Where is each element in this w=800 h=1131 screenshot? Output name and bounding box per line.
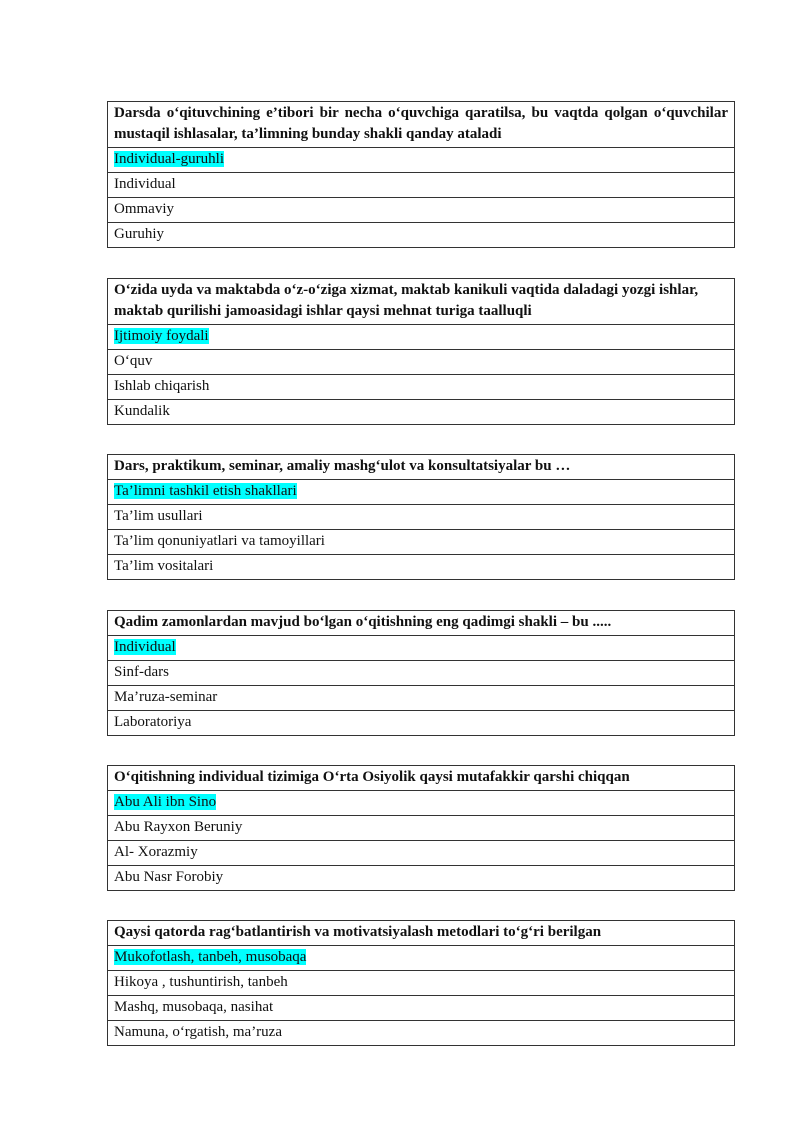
answer-label: Hikoya , tushuntirish, tanbeh [114,974,288,990]
answer-option[interactable] [108,711,734,735]
answer-option[interactable] [108,661,734,686]
question-text: Dars, praktikum, seminar, amaliy mashg‘ulot va konsultatsiyalar bu … [108,455,734,480]
question-text: O‘zida uyda va maktabda o‘z-o‘ziga xizmat, maktab kanikuli vaqtida daladagi yozgi ishlar, maktab qurilishi jamoasidagi ishlar qaysi mehnat turiga taalluqli [108,279,734,325]
question-block-4 [107,610,735,736]
question-block-6 [107,920,735,1046]
answer-option[interactable] [108,555,734,579]
question-text: Darsda o‘qituvchining e’tibori bir necha o‘quvchiga qaratilsa, bu vaqtda qolgan o‘quvchilar mustaqil ishlasalar, ta’limning bunday shakli qanday ataladi [108,102,734,148]
answer-label: Abu Rayxon Beruniy [114,819,243,835]
answer-option[interactable] [108,223,734,247]
answer-label: Abu Ali ibn Sino [114,794,217,810]
answer-option[interactable] [108,866,734,890]
question-block-2 [107,278,735,425]
answer-label: Ta’lim qonuniyatlari va tamoyillari [114,533,325,549]
question-block-5 [107,765,735,891]
answer-label: Laboratoriya [114,714,192,730]
answer-option[interactable] [108,996,734,1021]
answer-label: Ishlab chiqarish [114,378,210,394]
question-block-3 [107,454,735,580]
question-block-1 [107,101,735,248]
answer-option[interactable] [108,505,734,530]
answer-option[interactable] [108,375,734,400]
answer-label: Mashq, musobaqa, nasihat [114,999,274,1015]
answer-option[interactable] [108,971,734,996]
answer-label: Ma’ruza-seminar [114,689,218,705]
answer-option[interactable] [108,1021,734,1045]
question-text: Qaysi qatorda rag‘batlantirish va motivatsiyalash metodlari to‘g‘ri berilgan [108,921,734,946]
answer-option[interactable] [108,400,734,424]
answer-option[interactable] [108,350,734,375]
answer-label: Individual [114,639,176,655]
answer-label: Ijtimoiy foydali [114,328,209,344]
answer-label: Individual [114,176,176,192]
answer-label: Ta’lim usullari [114,508,203,524]
answer-label: Namuna, o‘rgatish, ma’ruza [114,1024,282,1040]
answer-label: Guruhiy [114,226,164,242]
answer-label: Sinf-dars [114,664,169,680]
answer-option[interactable] [108,530,734,555]
answer-label: O‘quv [114,353,153,369]
answer-option-correct[interactable] [108,148,734,173]
answer-label: Individual-guruhli [114,151,224,167]
answer-label: Ta’lim vositalari [114,558,214,574]
question-text: Qadim zamonlardan mavjud bo‘lgan o‘qitishning eng qadimgi shakli – bu ..... [108,611,734,636]
answer-option[interactable] [108,841,734,866]
answer-option[interactable] [108,173,734,198]
answer-option[interactable] [108,198,734,223]
answer-label: Mukofotlash, tanbeh, musobaqa [114,949,307,965]
answer-option-correct[interactable] [108,480,734,505]
answer-label: Al- Xorazmiy [114,844,198,860]
question-text: O‘qitishning individual tizimiga O‘rta Osiyolik qaysi mutafakkir qarshi chiqqan [108,766,734,791]
answer-option[interactable] [108,816,734,841]
answer-option-correct[interactable] [108,325,734,350]
answer-option-correct[interactable] [108,791,734,816]
answer-label: Kundalik [114,403,170,419]
answer-label: Ta’limni tashkil etish shakllari [114,483,297,499]
answer-option-correct[interactable] [108,946,734,971]
answer-option[interactable] [108,686,734,711]
answer-label: Abu Nasr Forobiy [114,869,224,885]
answer-option-correct[interactable] [108,636,734,661]
answer-label: Ommaviy [114,201,174,217]
